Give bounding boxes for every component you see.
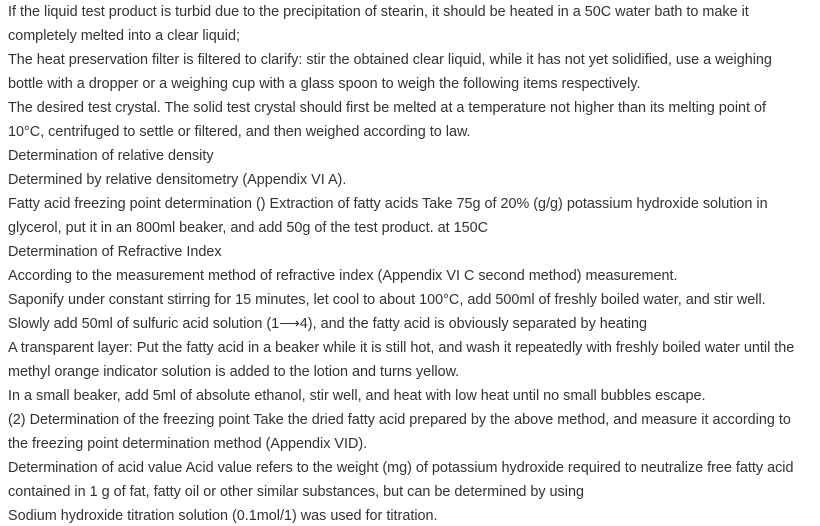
- text-line: Determination of acid value Acid value refers to the weight (mg) of potassium hydroxide required to neutralize free fatty acid: [8, 460, 794, 476]
- document-body: [8, 0, 820, 526]
- text-line: Determination of Refractive Index: [8, 244, 222, 260]
- text-line: completely melted into a clear liquid;: [8, 28, 240, 44]
- text-line: the freezing point determination method (Appendix VID).: [8, 436, 368, 452]
- text-line: Sodium hydroxide titration solution (0.1mol/1) was used for titration.: [8, 508, 438, 524]
- text-line: glycerol, put it in an 800ml beaker, and add 50g of the test product. at 150C: [8, 220, 488, 236]
- text-line: Saponify under constant stirring for 15 minutes, let cool to about 100°C, add 500ml of freshly boiled water, and stir well.: [8, 292, 766, 308]
- text-line: In a small beaker, add 5ml of absolute ethanol, stir well, and heat with low heat until no small bubbles escape.: [8, 388, 706, 404]
- text-line: (2) Determination of the freezing point Take the dried fatty acid prepared by the above method, and measure it according to: [8, 412, 791, 428]
- text-line: Fatty acid freezing point determination () Extraction of fatty acids Take 75g of 20% (g/g) potassium hydroxide solution in: [8, 196, 768, 212]
- text-line: Slowly add 50ml of sulfuric acid solution (1⟶4), and the fatty acid is obviously separated by heating: [8, 316, 647, 332]
- text-line: methyl orange indicator solution is added to the lotion and turns yellow.: [8, 364, 460, 380]
- text-line: According to the measurement method of refractive index (Appendix VI C second method) measurement.: [8, 268, 678, 284]
- text-line: A transparent layer: Put the fatty acid in a beaker while it is still hot, and wash it repeatedly with freshly boiled water until the: [8, 340, 795, 356]
- text-line: If the liquid test product is turbid due to the precipitation of stearin, it should be heated in a 50C water bath to make it: [8, 4, 749, 20]
- text-line: bottle with a dropper or a weighing cup with a glass spoon to weigh the following items respectively.: [8, 76, 641, 92]
- text-line: The heat preservation filter is filtered to clarify: stir the obtained clear liquid, while it has not yet solidified, use a weighing: [8, 52, 772, 68]
- text-line: Determination of relative density: [8, 148, 214, 164]
- text-line: 10°C, centrifuged to settle or filtered, and then weighed according to law.: [8, 124, 471, 140]
- text-line: contained in 1 g of fat, fatty oil or other similar substances, but can be determined by using: [8, 484, 584, 500]
- text-line: The desired test crystal. The solid test crystal should first be melted at a temperature not higher than its melting point of: [8, 100, 767, 116]
- text-line: Determined by relative densitometry (Appendix VI A).: [8, 172, 347, 188]
